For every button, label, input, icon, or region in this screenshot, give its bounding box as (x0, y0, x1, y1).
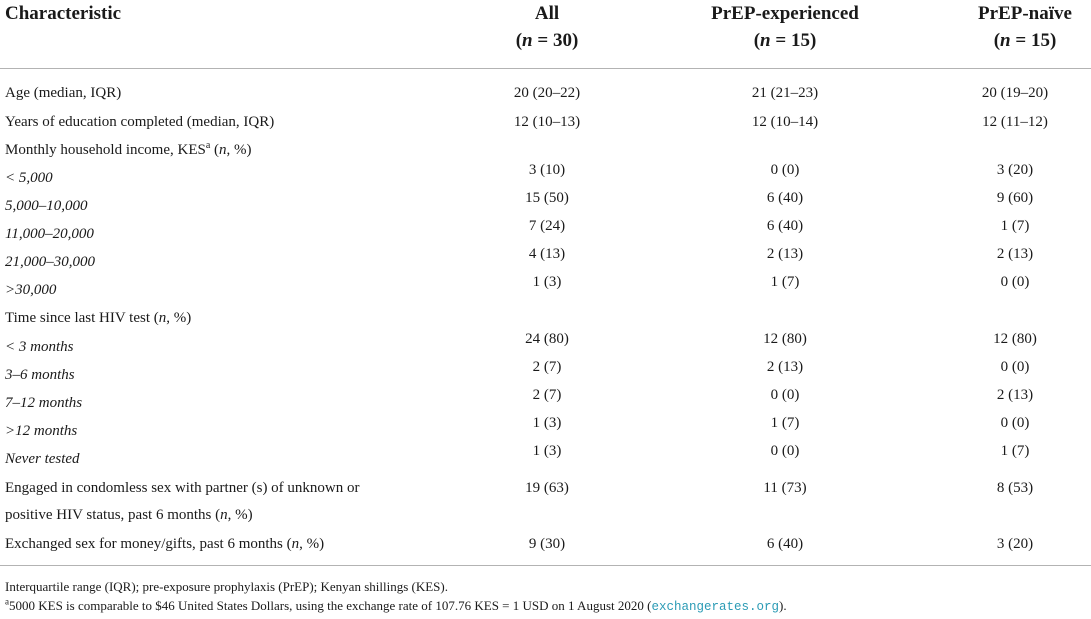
hiv-label-1: 3–6 months (5, 367, 75, 383)
row-label-condomless-2: positive HIV status, past 6 months (n, %) (5, 507, 253, 523)
row-label-income (5, 140, 252, 160)
income-label-suffix: (n, %) (210, 142, 252, 158)
cell-age-naive: 20 (19–20) (981, 85, 1049, 101)
cell-age-exp: 21 (21–23) (751, 85, 819, 101)
income-naive-1: 9 (60) (996, 190, 1034, 206)
hiv-exp-3: 1 (7) (770, 415, 800, 431)
income-exp-4: 1 (7) (770, 274, 800, 290)
income-all-3: 4 (13) (528, 246, 566, 262)
header-all-n: (n = 30) (515, 30, 579, 51)
exchangerates-link[interactable]: exchangerates.org (651, 600, 779, 614)
cell-condomless-naive: 8 (53) (996, 480, 1034, 496)
hiv-all-1: 2 (7) (532, 359, 562, 375)
hiv-all-0: 24 (80) (525, 331, 569, 347)
income-all-0: 3 (10) (528, 162, 566, 178)
cell-condomless-exp: 11 (73) (763, 480, 807, 496)
income-label-0: < 5,000 (5, 170, 53, 186)
cell-edu-all: 12 (10–13) (513, 114, 581, 130)
header-naive-title: PrEP-naïve (978, 3, 1072, 24)
income-label-1: 5,000–10,000 (5, 198, 88, 214)
cell-condomless-all: 19 (63) (525, 480, 569, 496)
hiv-all-3: 1 (3) (532, 415, 562, 431)
income-exp-3: 2 (13) (766, 246, 804, 262)
header-characteristic: Characteristic (5, 3, 122, 24)
header-prep-naive (965, 0, 1085, 54)
hiv-label-0: < 3 months (5, 339, 74, 355)
cell-age-all: 20 (20–22) (513, 85, 581, 101)
hiv-naive-2: 2 (13) (996, 387, 1034, 403)
footnote-a-marker: a (5, 596, 9, 607)
footnote-abbreviations: Interquartile range (IQR); pre-exposure prophylaxis (PrEP); Kenyan shillings (KES). (5, 579, 448, 594)
footnote-a-text: 5000 KES is comparable to $46 United States Dollars, using the exchange rate of 107.76 KES = 1 USD on 1 August 2020 ( (9, 598, 652, 613)
header-prep-experienced (705, 0, 865, 54)
header-exp-n: (n = 15) (753, 30, 817, 51)
bottom-rule (0, 565, 1091, 566)
cell-exchanged-naive: 3 (20) (996, 536, 1034, 552)
income-all-4: 1 (3) (532, 274, 562, 290)
income-naive-2: 1 (7) (1000, 218, 1030, 234)
hiv-label-4: Never tested (5, 451, 80, 467)
row-label-condomless-1: Engaged in condomless sex with partner (s) of unknown or (5, 480, 360, 496)
cell-exchanged-all: 9 (30) (528, 536, 566, 552)
income-footnote-marker: a (205, 140, 211, 151)
income-all-1: 15 (50) (525, 190, 569, 206)
row-label-age: Age (median, IQR) (5, 85, 122, 101)
hiv-all-4: 1 (3) (532, 443, 562, 459)
row-label-hiv-test: Time since last HIV test (n, %) (5, 310, 192, 326)
row-label-exchanged: Exchanged sex for money/gifts, past 6 months (n, %) (5, 536, 325, 552)
footnote-a (5, 597, 787, 616)
hiv-exp-0: 12 (80) (763, 331, 807, 347)
income-naive-0: 3 (20) (996, 162, 1034, 178)
hiv-label-3: >12 months (5, 423, 78, 439)
income-label-text: Monthly household income, KES (5, 142, 206, 158)
hiv-all-2: 2 (7) (532, 387, 562, 403)
hiv-exp-2: 0 (0) (770, 387, 800, 403)
income-label-4: >30,000 (5, 282, 57, 298)
hiv-label-2: 7–12 months (5, 395, 83, 411)
footnote-a-end: ). (778, 598, 787, 613)
header-exp-title: PrEP-experienced (711, 3, 859, 24)
income-naive-4: 0 (0) (1000, 274, 1030, 290)
income-label-3: 21,000–30,000 (5, 254, 95, 270)
header-rule (0, 68, 1091, 69)
hiv-naive-3: 0 (0) (1000, 415, 1030, 431)
header-naive-n: (n = 15) (993, 30, 1057, 51)
cell-edu-naive: 12 (11–12) (982, 114, 1048, 130)
header-all (467, 0, 627, 54)
income-all-2: 7 (24) (528, 218, 566, 234)
income-exp-0: 0 (0) (770, 162, 800, 178)
income-exp-1: 6 (40) (766, 190, 804, 206)
hiv-exp-4: 0 (0) (770, 443, 800, 459)
hiv-naive-4: 1 (7) (1000, 443, 1030, 459)
row-label-education: Years of education completed (median, IQR) (5, 114, 275, 130)
cell-exchanged-exp: 6 (40) (766, 536, 804, 552)
income-label-2: 11,000–20,000 (5, 226, 94, 242)
header-all-title: All (534, 3, 560, 24)
income-exp-2: 6 (40) (766, 218, 804, 234)
hiv-naive-1: 0 (0) (1000, 359, 1030, 375)
hiv-exp-1: 2 (13) (766, 359, 804, 375)
income-naive-3: 2 (13) (996, 246, 1034, 262)
hiv-naive-0: 12 (80) (993, 331, 1037, 347)
cell-edu-exp: 12 (10–14) (751, 114, 819, 130)
